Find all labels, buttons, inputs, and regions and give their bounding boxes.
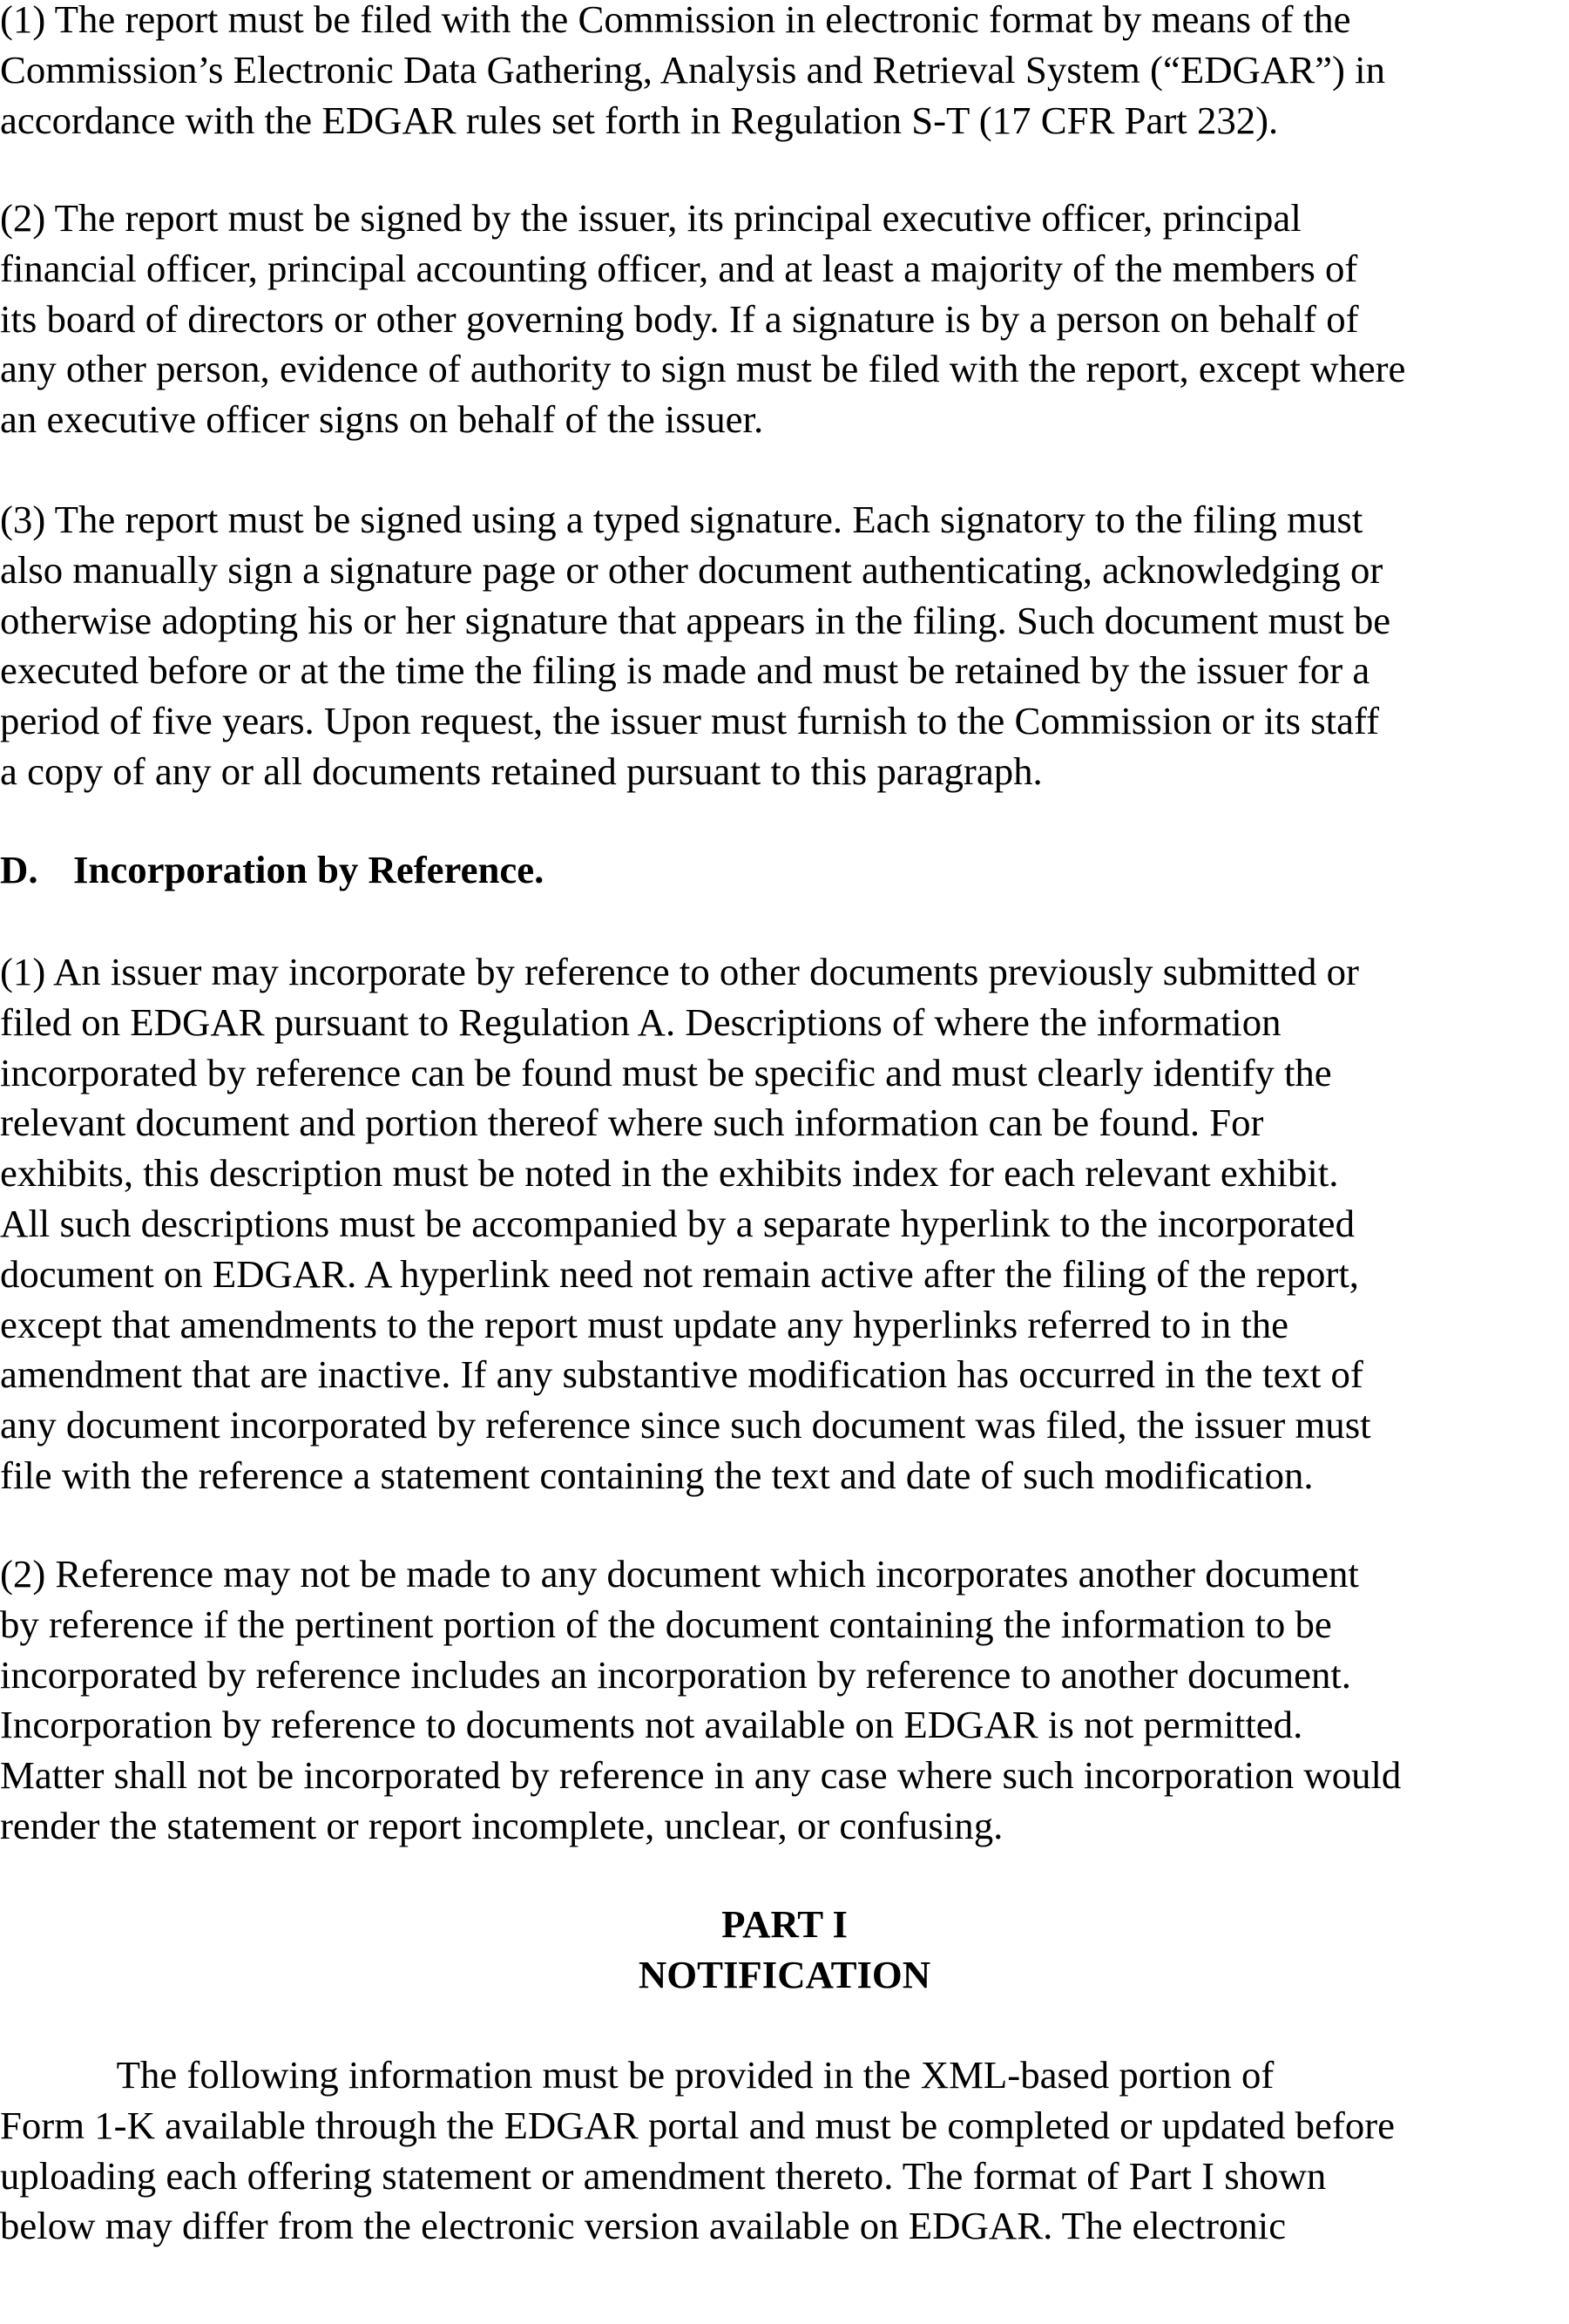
text-line: exhibits, this description must be noted in the exhibits index for each relevant exhibit. [0, 1151, 1339, 1196]
text-line: (3) The report must be signed using a typed signature. Each signatory to the filing must [0, 498, 1363, 541]
text-line: accordance with the EDGAR rules set forth in Regulation S-T (17 CFR Part 232). [0, 98, 1279, 142]
text-line: period of five years. Upon request, the issuer must furnish to the Commission or its staff [0, 699, 1380, 743]
text-line: (2) The report must be signed by the issuer, its principal executive officer, principal [0, 196, 1302, 240]
text-line: executed before or at the time the filing is made and must be retained by the issuer for a [0, 648, 1370, 693]
text-line: a copy of any or all documents retained pursuant to this paragraph. [0, 749, 1043, 793]
text-line: except that amendments to the report must update any hyperlinks referred to in the [0, 1302, 1289, 1346]
paragraph-signature-requirements [0, 193, 1569, 445]
paragraph-incorporate-by-reference [0, 947, 1569, 1501]
text-line: any document incorporated by reference since such document was filed, the issuer must [0, 1403, 1371, 1447]
paragraph-notification-intro [0, 2050, 1569, 2252]
text-line: Incorporation by reference to documents not available on EDGAR is not permitted. [0, 1703, 1303, 1747]
text-line: (2) Reference may not be made to any document which incorporates another document [0, 1552, 1359, 1596]
section-title: Incorporation by Reference. [73, 848, 544, 891]
text-line: relevant document and portion thereof where such information can be found. For [0, 1101, 1264, 1145]
part-title: NOTIFICATION [638, 1953, 931, 1996]
text-line: Form 1-K available through the EDGAR portal and must be completed or updated before [0, 2103, 1396, 2147]
paragraph-filing-format [0, 0, 1569, 146]
text-line: incorporated by reference can be found must be specific and must clearly identify the [0, 1050, 1332, 1094]
text-line: uploading each offering statement or amendment thereto. The format of Part I shown [0, 2153, 1327, 2198]
section-heading-d [0, 845, 544, 896]
text-line: otherwise adopting his or her signature that appears in the filing. Such document must be [0, 598, 1391, 642]
text-line: its board of directors or other governing body. If a signature is by a person on behalf of [0, 296, 1359, 341]
text-line: file with the reference a statement containing the text and date of such modification. [0, 1453, 1314, 1497]
part-label: PART I [721, 1902, 848, 1946]
text-line: below may differ from the electronic version available on EDGAR. The electronic [0, 2204, 1287, 2248]
text-line: (1) An issuer may incorporate by reference to other documents previously submitted or [0, 950, 1359, 993]
text-line: document on EDGAR. A hyperlink need not remain active after the filing of the report, [0, 1251, 1359, 1296]
text-line: any other person, evidence of authority to sign must be filed with the report, except where [0, 347, 1406, 391]
text-line: an executive officer signs on behalf of the issuer. [0, 397, 764, 442]
text-line: also manually sign a signature page or other document authenticating, acknowledging or [0, 547, 1383, 592]
text-line: render the statement or report incomplete, unclear, or confusing. [0, 1803, 1004, 1847]
text-line: by reference if the pertinent portion of the document containing the information to be [0, 1602, 1332, 1646]
text-line: (1) The report must be filed with the Commission in electronic format by means of the [0, 0, 1351, 41]
text-line: The following information must be provided in the XML-based portion of [0, 2053, 1275, 2097]
text-line: Commission’s Electronic Data Gathering, Analysis and Retrieval System (“EDGAR”) in [0, 47, 1385, 91]
text-line: incorporated by reference includes an incorporation by reference to another document. [0, 1652, 1352, 1697]
text-line: All such descriptions must be accompanied by a separate hyperlink to the incorporated [0, 1201, 1355, 1245]
text-line: Matter shall not be incorporated by reference in any case where such incorporation would [0, 1753, 1402, 1798]
paragraph-reference-restrictions [0, 1549, 1569, 1852]
text-line: financial officer, principal accounting officer, and at least a majority of the members of [0, 246, 1358, 290]
paragraph-typed-signature [0, 495, 1569, 797]
section-number: D. [0, 848, 38, 891]
text-line: filed on EDGAR pursuant to Regulation A. Descriptions of where the information [0, 999, 1282, 1044]
text-line: amendment that are inactive. If any substantive modification has occurred in the text of [0, 1352, 1363, 1397]
